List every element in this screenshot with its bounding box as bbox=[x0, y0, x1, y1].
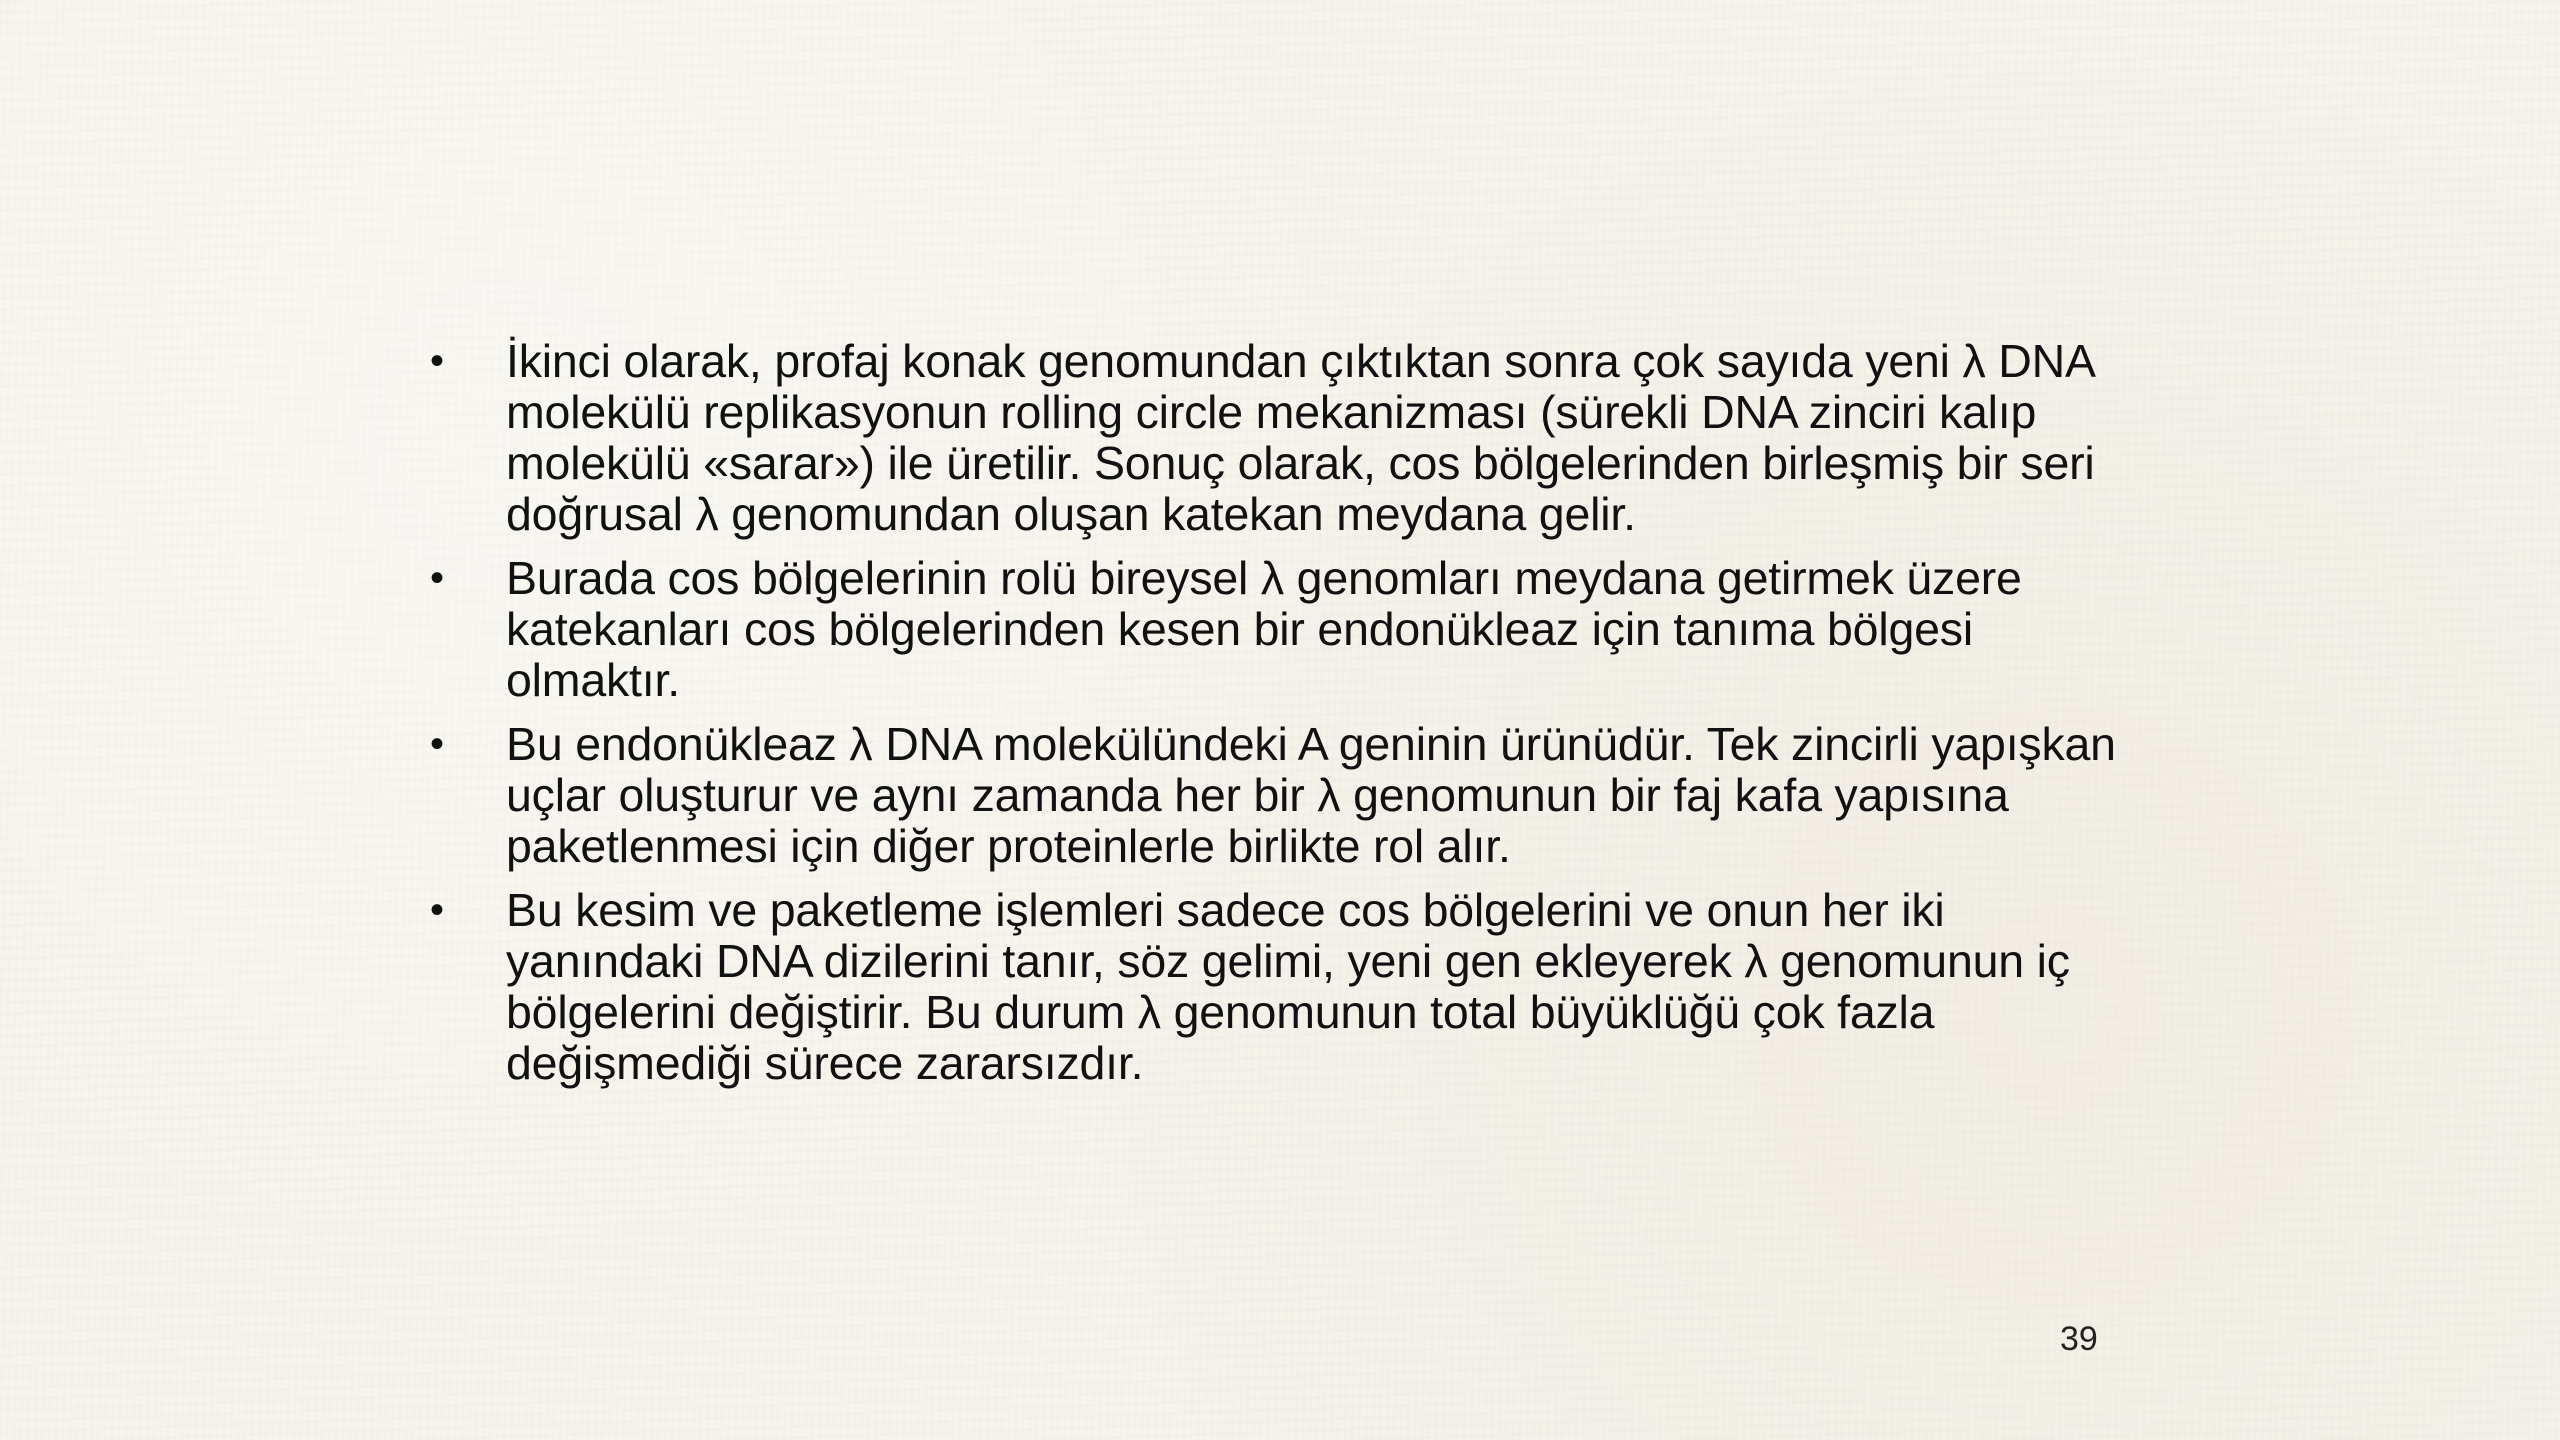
bullet-item bbox=[430, 885, 2130, 1089]
bullet-dot-icon: • bbox=[430, 556, 444, 600]
bullet-dot-icon: • bbox=[430, 722, 444, 766]
bullet-dot-icon: • bbox=[430, 888, 444, 932]
bullet-item bbox=[430, 336, 2130, 540]
bullet-text: Burada cos bölgelerinin rolü bireysel λ genomları meydana getirmek üzere katekanları cos bölgelerinden kesen bir endonükleaz için tanıma bölgesi olmaktır. bbox=[506, 552, 2022, 706]
bullet-item bbox=[430, 553, 2130, 706]
bullet-item bbox=[430, 719, 2130, 872]
slide-content bbox=[430, 336, 2130, 1102]
bullet-list bbox=[430, 336, 2130, 1089]
bullet-text: İkinci olarak, profaj konak genomundan çıktıktan sonra çok sayıda yeni λ DNA molekülü replikasyonun rolling circle mekanizması (sürekli DNA zinciri kalıp molekülü «sarar») ile üretilir. Sonuç olarak, cos bölgelerinden birleşmiş bir seri doğrusal λ genomundan oluşan katekan meydana gelir. bbox=[506, 335, 2095, 540]
bullet-dot-icon: • bbox=[430, 339, 444, 383]
bullet-text: Bu kesim ve paketleme işlemleri sadece cos bölgelerini ve onun her iki yanındaki DNA dizilerini tanır, söz gelimi, yeni gen ekleyerek λ genomunun iç bölgelerini değiştirir. Bu durum λ genomunun total büyüklüğü çok fazla değişmediği sürece zararsızdır. bbox=[506, 884, 2070, 1089]
bullet-text: Bu endonükleaz λ DNA molekülündeki A geninin ürünüdür. Tek zincirli yapışkan uçlar oluşturur ve aynı zamanda her bir λ genomunun bir faj kafa yapısına paketlenmesi için diğer proteinlerle birlikte rol alır. bbox=[506, 718, 2116, 872]
page-number: 39 bbox=[2060, 1320, 2098, 1358]
